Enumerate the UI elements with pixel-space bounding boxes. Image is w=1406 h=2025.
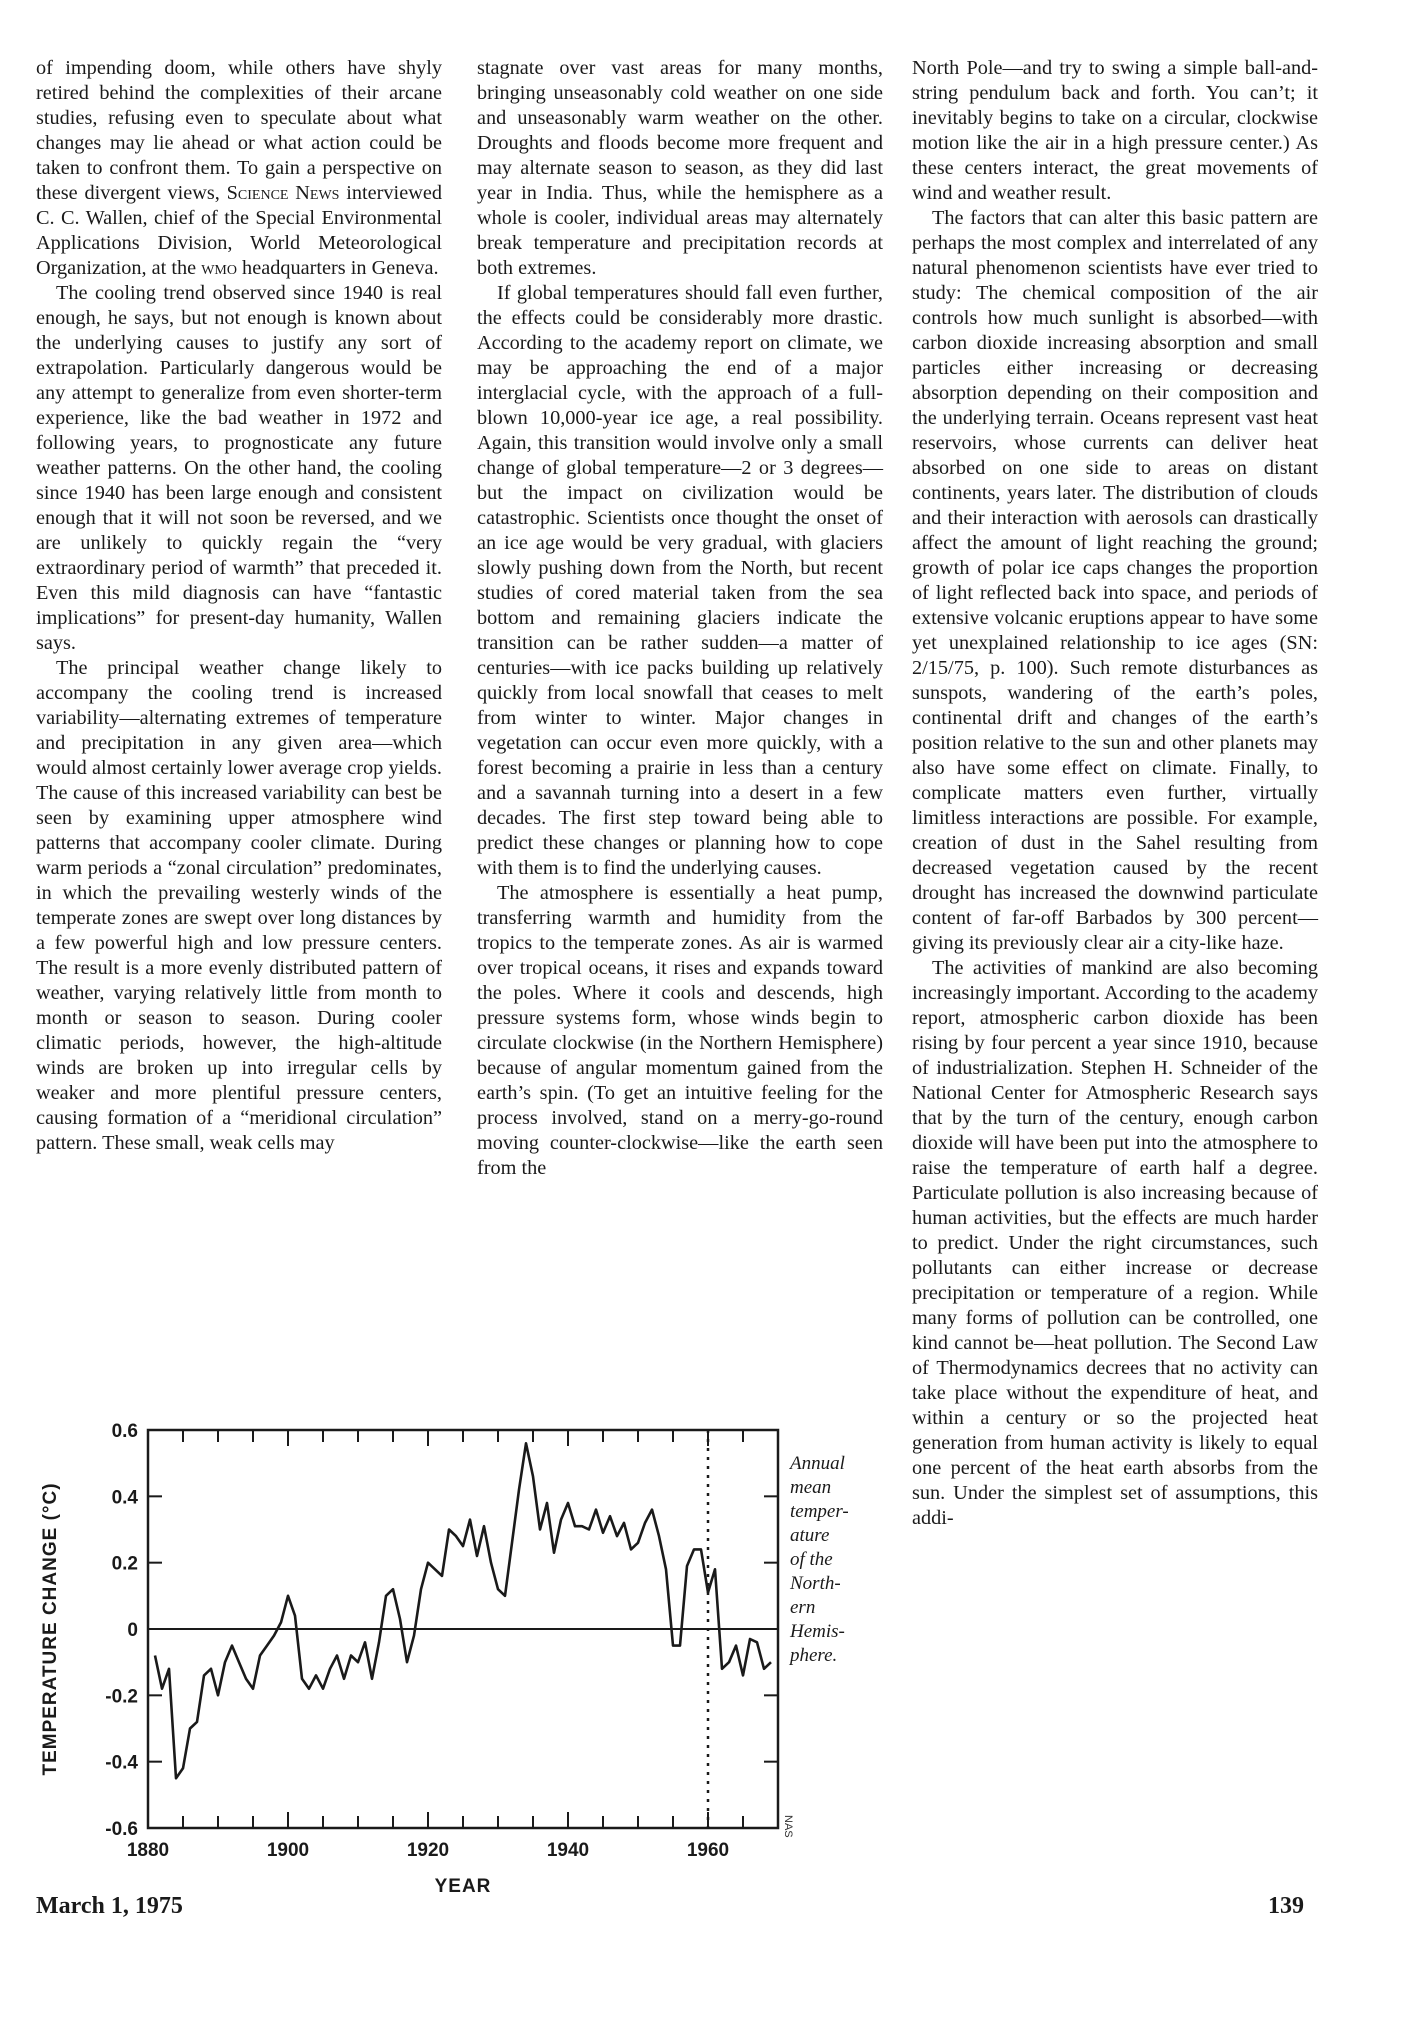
caption-line: Hemis- bbox=[790, 1621, 845, 1642]
x-tick-label: 1900 bbox=[266, 1840, 310, 1861]
footer-date: March 1, 1975 bbox=[36, 1893, 183, 1919]
y-tick-label: 0.4 bbox=[111, 1487, 138, 1509]
caption-line: North- bbox=[790, 1573, 841, 1594]
y-tick-label: -0.6 bbox=[105, 1819, 138, 1840]
paragraph: The principal weather change likely to accompany the cooling trend is increased variability—alternating extremes of temperature and precipitation in any given area—which would almost certainly lower average crop yields. The cause of this increased variability can best be seen by examining upper atmosphere wind patterns that accompany cooler climate. During warm periods a “zonal circulation” predominates, in which the prevailing westerly winds of the temperate zones are swept over long distances by a few powerful high and low pressure centers. The result is a more evenly distributed pattern of weather, varying relatively little from month to month or season to season. During cooler climatic periods, however, the high-altitude winds are broken up into irregular cells by weaker and more plentiful pressure centers, causing formation of a “meridional circulation” pattern. These small, weak cells may bbox=[36, 657, 442, 1154]
paragraph: The factors that can alter this basic pattern are perhaps the most complex and interrelated of any natural phenomenon scientists have ever tried to study: The chemical composition of the air controls how much sunlight is absorbed—with carbon dioxide increasing absorption and small particles either increasing or decreasing absorption depending on their composition and the underlying terrain. Oceans represent vast heat reservoirs, whose currents can deliver heat absorbed on one side to areas on distant continents, years later. The distribution of clouds and their interaction with aerosols can drastically affect the amount of light reaching the ground; growth of polar ice caps changes the proportion of light reflected back into space, and periods of extensive volcanic eruptions appear to have some yet unexplained relationship to ice ages (SN: 2/15/75, p. 100). Such remote disturbances as sunspots, wandering of the earth’s poles, continental drift and changes of the earth’s position relative to the sun and other planets may also have some effect on climate. Finally, to complicate matters even further, virtually limitless interactions are possible. For example, creation of dust in the Sahel resulting from decreased vegetation caused by the recent drought has increased the downwind particulate content of far-off Barbados by 300 percent—giving its previously clear air a city-like haze. bbox=[912, 207, 1318, 954]
paragraph: The activities of mankind are also becoming increasingly important. According to the academy report, atmospheric carbon dioxide has been rising by four percent a year since 1910, because of industrialization. Stephen H. Schneider of the National Center for Atmospheric Research says that by the turn of the century, enough carbon dioxide will have been put into the atmosphere to raise the temperature of earth half a degree. Particulate pollution is also increasing because of human activities, but the effects are much harder to predict. Under the right circumstances, such pollutants can either increase or decrease precipitation or temperature of a region. While many forms of pollution can be controlled, one kind cannot be—heat pollution. The Second Law of Thermodynamics decrees that no activity can take place without the expenditure of heat, and within a century or so the projected heat generation from human activity is likely to equal one percent of the heat earth absorbs from the sun. Under the simplest set of assumptions, this addi- bbox=[912, 957, 1318, 1529]
paragraph: The cooling trend observed since 1940 is real enough, he says, but not enough is known about the underlying causes to justify any sort of extrapolation. Particularly dangerous would be any attempt to generalize from even shorter-term experience, like the bad weather in 1972 and following years, to prognosticate any future weather patterns. On the other hand, the cooling since 1940 has been large enough and consistent enough that it will not soon be reversed, and we are unlikely to quickly regain the “very extraordinary period of warmth” that preceded it. Even this mild diagnosis can have “fantastic implications” for present-day humanity, Wallen says. bbox=[36, 282, 442, 654]
caption-line: ature bbox=[790, 1525, 830, 1546]
caption-line: temper- bbox=[790, 1501, 849, 1522]
temperature-series-line bbox=[155, 1443, 771, 1778]
y-axis-label: TEMPERATURE CHANGE (°C) bbox=[40, 1482, 61, 1776]
caption-line: Annual bbox=[790, 1453, 845, 1474]
chart-credit: NAS bbox=[782, 1815, 794, 1838]
caption-line: of the bbox=[790, 1549, 833, 1570]
x-axis-label: YEAR bbox=[434, 1876, 492, 1897]
y-tick-label: 0.2 bbox=[111, 1553, 138, 1575]
paragraph: The atmosphere is essentially a heat pump, transferring warmth and humidity from the tropics to the temperate zones. As air is warmed over tropical oceans, it rises and expands toward the poles. Where it cools and descends, high pressure systems form, whose winds begin to circulate clockwise (in the Northern Hemisphere) because of angular momentum gained from the earth’s spin. (To get an intuitive feeling for the process involved, stand on a merry-go-round moving counter-clockwise—like the earth seen from the bbox=[477, 882, 883, 1179]
text-column-1 bbox=[36, 56, 442, 1156]
y-tick-label: 0.6 bbox=[111, 1421, 138, 1442]
page-number: 139 bbox=[1268, 1893, 1304, 1919]
temperature-chart bbox=[36, 1420, 876, 1897]
x-tick-label: 1960 bbox=[686, 1840, 730, 1861]
text-column-3 bbox=[912, 56, 1318, 1531]
y-tick-label: 0 bbox=[127, 1620, 138, 1641]
x-tick-label: 1880 bbox=[126, 1840, 170, 1861]
paragraph: If global temperatures should fall even further, the effects could be considerably more drastic. According to the academy report on climate, we may be approaching the end of a major interglacial cycle, with the approach of a full-blown 10,000-year ice age, a real possibility. Again, this transition would involve only a small change of global temperature—2 or 3 degrees—but the impact on civilization would be catastrophic. Scientists once thought the onset of an ice age would be very gradual, with glaciers slowly pushing down from the North, but recent studies of cored material taken from the sea bottom and remaining glaciers indicate the transition can be rather sudden—a matter of centuries—with ice packs building up relatively quickly from local snowfall that ceases to melt from winter to winter. Major changes in vegetation can occur even more quickly, with a forest becoming a prairie in less than a century and a savannah turning into a desert in a few decades. The first step toward being able to predict these changes or planning how to cope with them is to find the underlying causes. bbox=[477, 282, 883, 879]
text-column-2 bbox=[477, 56, 883, 1181]
caption-line: phere. bbox=[790, 1645, 838, 1666]
caption-line: mean bbox=[790, 1477, 832, 1498]
temperature-chart-svg bbox=[36, 1420, 876, 1897]
y-tick-label: -0.4 bbox=[105, 1752, 138, 1774]
caption-line: ern bbox=[790, 1597, 816, 1618]
x-tick-label: 1940 bbox=[546, 1840, 590, 1861]
x-tick-label: 1920 bbox=[406, 1840, 450, 1861]
paragraph-intro: of impending doom, while others have shyly retired behind the complexities of their arcane studies, refusing even to speculate about what changes may lie ahead or what action could be taken to confront them. To gain a perspective on these divergent views, Science News interviewed C. C. Wallen, chief of the Special Environmental Applications Division, World Meteorological Organization, at the wmo headquarters in Geneva. bbox=[36, 57, 442, 279]
paragraph-continued: North Pole—and try to swing a simple ball-and-string pendulum back and forth. You can’t; it inevitably begins to take on a circular, clockwise motion like the air in a high pressure center.) As these centers interact, the great movements of wind and weather result. bbox=[912, 57, 1318, 204]
y-tick-label: -0.2 bbox=[105, 1686, 138, 1708]
paragraph-continued: stagnate over vast areas for many months, bringing unseasonably cold weather on one side and unseasonably warm weather on the other. Droughts and floods become more frequent and may alternate season to season, as they did last year in India. Thus, while the hemisphere as a whole is cooler, individual areas may alternately break temperature and precipitation records at both extremes. bbox=[477, 57, 883, 279]
chart-caption bbox=[790, 1452, 886, 1668]
